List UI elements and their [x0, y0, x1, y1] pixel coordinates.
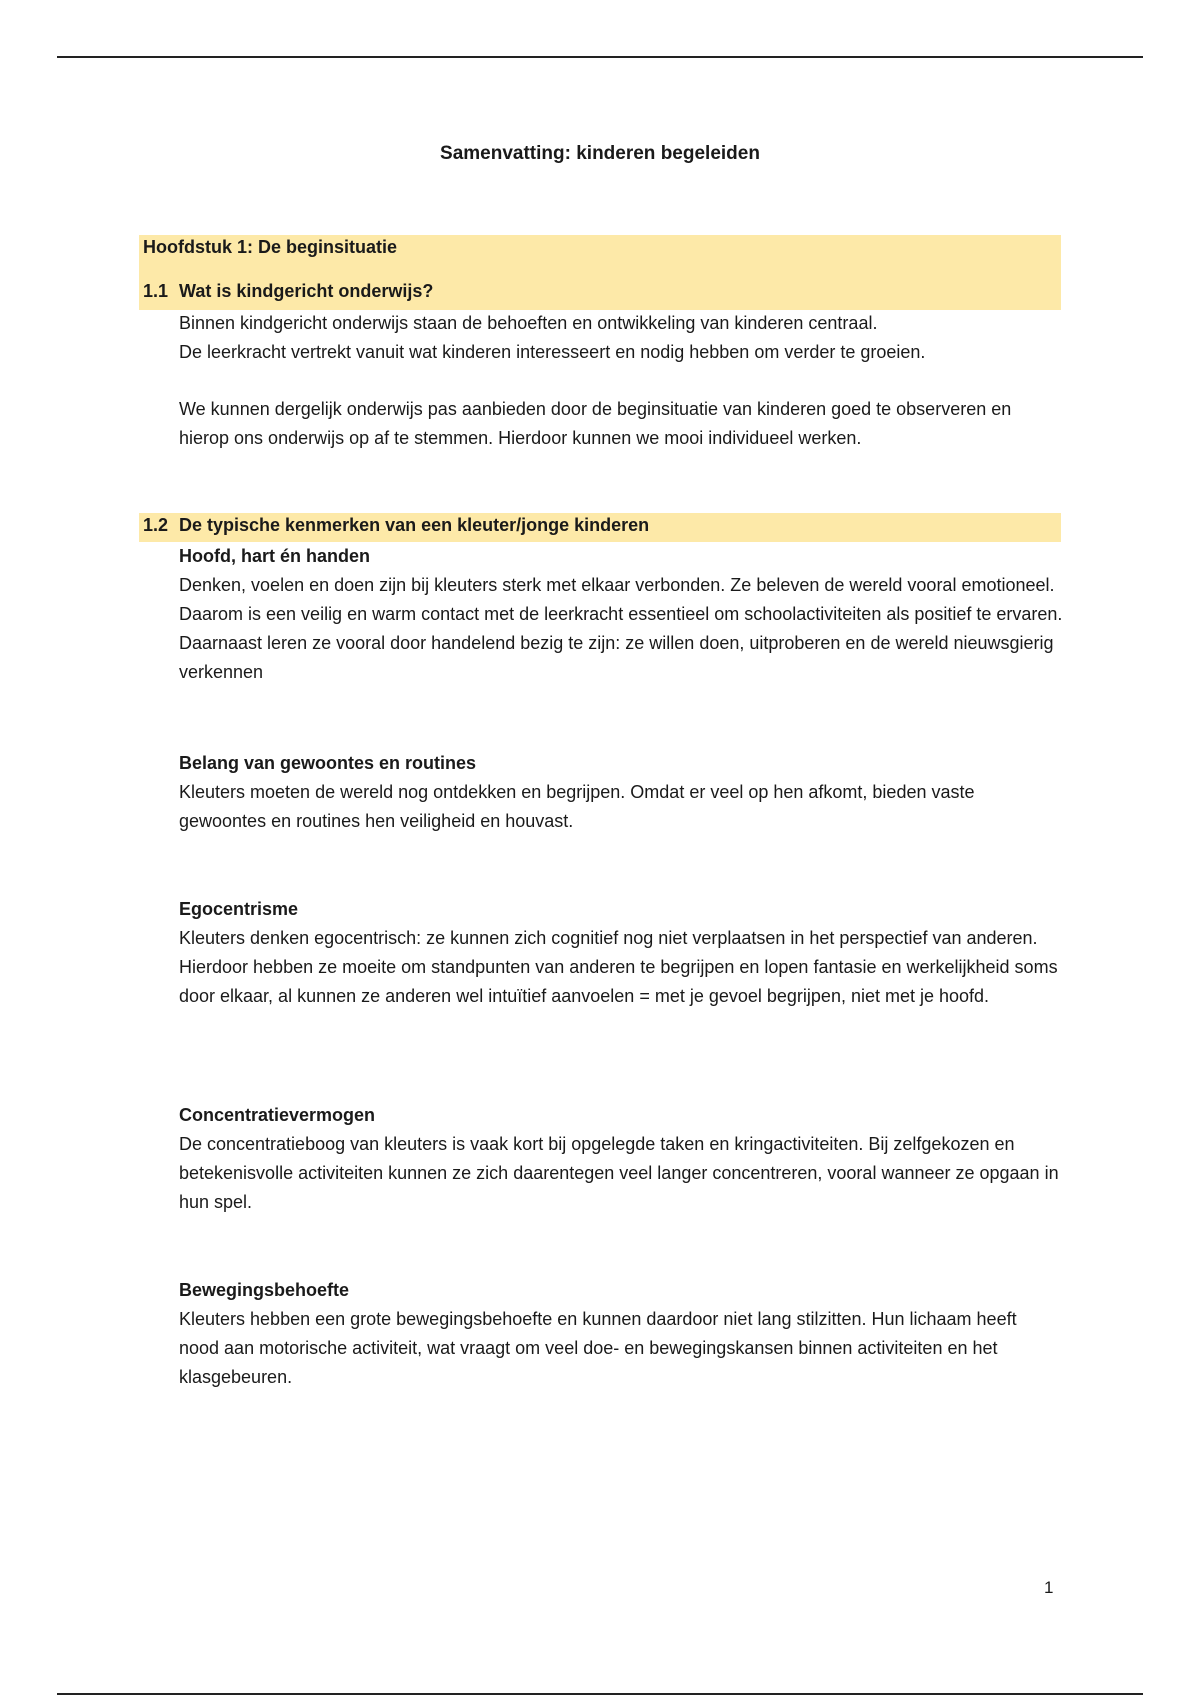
topic-heading: Belang van gewoontes en routines: [179, 753, 477, 773]
section-title: Wat is kindgericht onderwijs?: [179, 281, 434, 301]
topic-heading: Egocentrisme: [179, 899, 299, 919]
paragraph-line: Binnen kindgericht onderwijs staan de behoeften en ontwikkeling van kinderen centraal.: [179, 313, 878, 333]
topic-egocentrisme: [179, 895, 1069, 1011]
section-number: 1.1: [143, 281, 169, 301]
paragraph-line: De leerkracht vertrekt vanuit wat kinderen interesseert en nodig hebben om verder te groeien.: [179, 342, 926, 362]
section-1-1-para-2: [179, 395, 1039, 453]
topic-text: Denken, voelen en doen zijn bij kleuters sterk met elkaar verbonden. Ze beleven de wereld vooral emotioneel. Daarom is een veilig en warm contact met de leerkracht essentieel om schoolactiviteiten als positief te ervaren. Daarnaast leren ze vooral door handelend bezig te zijn: ze willen doen, uitproberen en de wereld nieuwsgierig verkennen: [179, 575, 1063, 682]
topic-text: Kleuters hebben een grote bewegingsbehoefte en kunnen daardoor niet lang stilzitten. Hun lichaam heeft nood aan motorische activiteit, wat vraagt om veel doe- en bewegingskansen binnen activiteiten en het klasgebeuren.: [179, 1309, 1017, 1387]
chapter-heading: Hoofdstuk 1: De beginsituatie: [143, 237, 398, 257]
bottom-rule: [57, 1693, 1143, 1695]
section-1-1-heading: [143, 281, 433, 302]
top-rule: [57, 56, 1143, 58]
topic-gewoontes-routines: [179, 749, 1039, 836]
topic-hoofd-hart-handen: [179, 542, 1069, 687]
paragraph: We kunnen dergelijk onderwijs pas aanbieden door de beginsituatie van kinderen goed te observeren en hierop ons onderwijs op af te stemmen. Hierdoor kunnen we mooi individueel werken.: [179, 399, 1012, 448]
section-1-1-para-1: [179, 309, 1069, 367]
section-1-2-heading: [143, 515, 649, 536]
section-title: De typische kenmerken van een kleuter/jonge kinderen: [179, 515, 650, 535]
topic-text: Kleuters denken egocentrisch: ze kunnen zich cognitief nog niet verplaatsen in het perspectief van anderen. Hierdoor hebben ze moeite om standpunten van anderen te begrijpen en lopen fantasie en werkelijkheid soms door elkaar, al kunnen ze anderen wel intuïtief aanvoelen = met je gevoel begrijpen, niet met je hoofd.: [179, 928, 1058, 1006]
document-title: Samenvatting: kinderen begeleiden: [440, 143, 760, 164]
topic-heading: Concentratievermogen: [179, 1105, 376, 1125]
topic-text: Kleuters moeten de wereld nog ontdekken en begrijpen. Omdat er veel op hen afkomt, bieden vaste gewoontes en routines hen veiligheid en houvast.: [179, 782, 975, 831]
topic-heading: Bewegingsbehoefte: [179, 1280, 350, 1300]
topic-text: De concentratieboog van kleuters is vaak kort bij opgelegde taken en kringactiviteiten. Bij zelfgekozen en betekenisvolle activiteiten kunnen ze zich daarentegen veel langer concentreren, vooral wanneer ze opgaan in hun spel.: [179, 1134, 1059, 1212]
topic-heading: Hoofd, hart én handen: [179, 546, 370, 566]
topic-bewegingsbehoefte: [179, 1276, 1039, 1392]
section-number: 1.2: [143, 515, 169, 535]
page-number: 1: [1044, 1578, 1054, 1597]
topic-concentratievermogen: [179, 1101, 1069, 1217]
